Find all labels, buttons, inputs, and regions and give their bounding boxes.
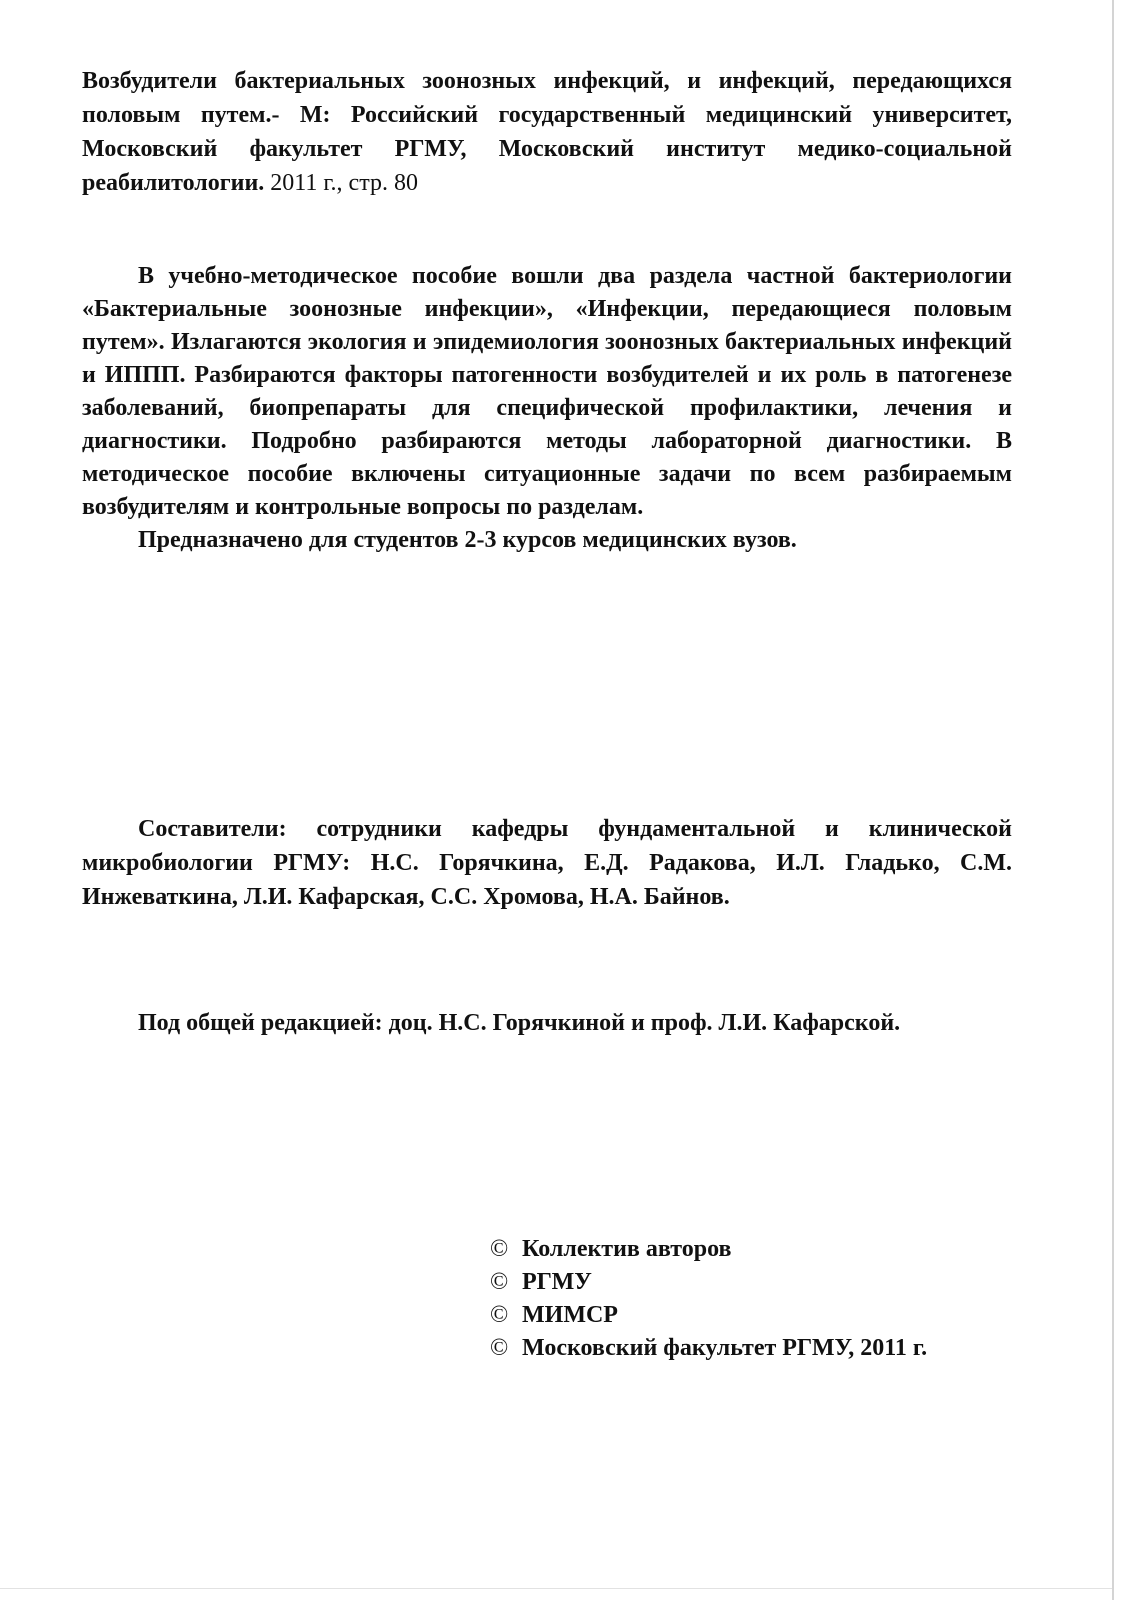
copyright-symbol: © [490, 1269, 509, 1295]
compilers-text: Составители: сотрудники кафедры фундаментальной и клинической микробиологии РГМУ: Н.С. Горячкина, Е.Д. Радакова, И.Л. Гладько, С.М. Инжеваткина, Л.И. Кафарская, С.С. Хромова, Н.А. Байнов. [82, 816, 1012, 910]
copyright-holder: Московский факультет РГМУ, 2011 г. [522, 1335, 928, 1361]
page-right-edge [1112, 0, 1114, 1600]
copyright-symbol: © [490, 1335, 509, 1361]
copyright-symbol: © [490, 1302, 509, 1328]
compilers-section [82, 812, 1012, 914]
copyright-item [490, 1299, 927, 1332]
abstract-paragraph-1: В учебно-методическое пособие вошли два раздела частной бактериологии «Бактериальные зоонозные инфекции», «Инфекции, передающиеся половым путем». Излагаются экология и эпидемиология зоонозных бактериальных инфекций и ИППП. Разбираются факторы патогенности возбудителей и их роль в патогенезе заболеваний, биопрепараты для специфической профилактики, лечения и диагностики. Подробно разбираются методы лабораторной диагностики. В методическое пособие включены ситуационные задачи по всем разбираемым возбудителям и контрольные вопросы по разделам. [82, 263, 1012, 520]
page-bottom-edge [0, 1588, 1112, 1589]
copyright-holder: Коллектив авторов [522, 1236, 732, 1262]
copyright-item [490, 1233, 927, 1266]
citation-main: Возбудители бактериальных зоонозных инфекций, и инфекций, передающихся половым путем.- М: Российский государственный медицинский университет, Московский факультет РГМУ, Московский институт медико-социальной реабилитологии. [82, 68, 1012, 196]
bibliographic-citation [82, 64, 1012, 200]
abstract-paragraph-2: Предназначено для студентов 2-3 курсов медицинских вузов. [138, 527, 797, 553]
abstract [82, 260, 1012, 557]
copyright-item [490, 1266, 927, 1299]
copyright-list [490, 1233, 927, 1365]
copyright-item [490, 1332, 927, 1365]
copyright-holder: МИМСР [522, 1302, 618, 1328]
citation-year-pages: 2011 г., стр. 80 [270, 170, 418, 196]
editors-text: Под общей редакцией: доц. Н.С. Горячкиной и проф. Л.И. Кафарской. [138, 1010, 901, 1036]
editors-section [82, 1006, 1012, 1040]
copyright-symbol: © [490, 1236, 509, 1262]
copyright-holder: РГМУ [522, 1269, 592, 1295]
